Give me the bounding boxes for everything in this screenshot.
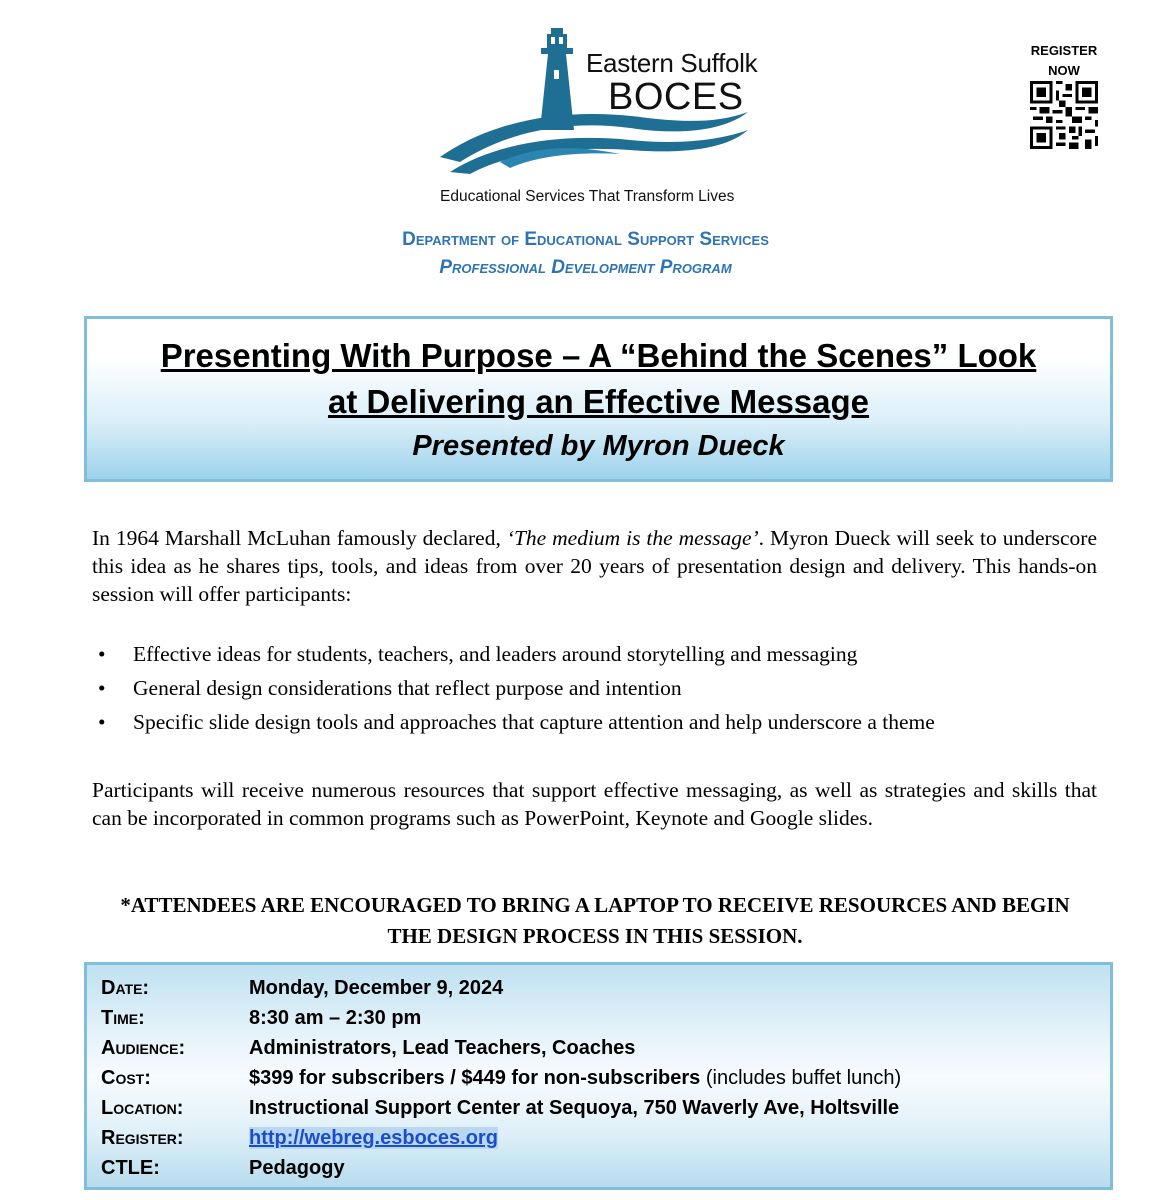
list-item: • Effective ideas for students, teachers, and leaders around storytelling and messaging: [96, 640, 1136, 674]
event-details-box: [84, 962, 1113, 1190]
list-item: • General design considerations that reflect purpose and intention: [96, 674, 1136, 708]
notice-line1: *ATTENDEES ARE ENCOURAGED TO BRING A LAPTOP TO RECEIVE RESOURCES AND BEGIN: [120, 893, 1070, 917]
boces-logo: [430, 22, 760, 212]
program-heading: Professional Development Program: [439, 257, 732, 278]
intro-paragraph: [92, 524, 1097, 608]
date-value: Monday, December 9, 2024: [249, 977, 504, 999]
presenter-line: Presented by Myron Dueck: [412, 430, 785, 462]
cost-note: (includes buffet lunch): [700, 1067, 902, 1089]
register-label-line2: NOW: [1048, 63, 1080, 78]
cost-label: Cost:: [101, 1067, 151, 1089]
audience-value: Administrators, Lead Teachers, Coaches: [249, 1037, 636, 1059]
time-label: Time:: [101, 1007, 145, 1029]
intro-text-start: In 1964 Marshall McLuhan famously declared,: [92, 526, 507, 550]
logo-org-name-line2: BOCES: [608, 76, 744, 118]
register-label-line1: REGISTER: [1030, 43, 1098, 58]
event-title-line2: at Delivering an Effective Message: [327, 383, 870, 420]
register-label: Register:: [101, 1127, 184, 1149]
register-link[interactable]: http://webreg.esboces.org: [249, 1127, 498, 1149]
register-now-label: [1020, 41, 1108, 81]
ctle-label: CTLE:: [101, 1157, 160, 1179]
department-heading: Department of Educational Support Services: [402, 229, 769, 250]
closing-paragraph: Participants will receive numerous resources that support effective messaging, as well as strategies and skills that can be incorporated in common programs such as PowerPoint, Keynote and Google slides.: [92, 778, 1097, 830]
benefits-list: [96, 640, 1136, 742]
event-title-box: [84, 316, 1113, 482]
qr-code-icon[interactable]: [1030, 81, 1098, 149]
list-item: • Specific slide design tools and approaches that capture attention and help underscore a theme: [96, 708, 1136, 742]
cost-value: [249, 1067, 901, 1090]
location-value: Instructional Support Center at Sequoya, 750 Waverly Ave, Holtsville: [249, 1097, 900, 1119]
time-value: 8:30 am – 2:30 pm: [249, 1007, 422, 1029]
cost-amount: $399 for subscribers / $449 for non-subscribers: [249, 1067, 701, 1089]
ctle-value: Pedagogy: [249, 1157, 345, 1179]
intro-text-end: . Myron Dueck will seek to underscore this idea as he shares tips, tools, and ideas from over 20 years of presentation design and delivery. This hands-on session will offer participants:: [92, 526, 1098, 606]
register-value: [249, 1127, 498, 1150]
laptop-notice: [88, 890, 1102, 952]
location-label: Location:: [101, 1097, 184, 1119]
date-label: Date:: [101, 977, 150, 999]
audience-label: Audience:: [101, 1037, 186, 1059]
notice-line2: THE DESIGN PROCESS IN THIS SESSION.: [387, 924, 803, 948]
logo-tagline: Educational Services That Transform Lives: [440, 188, 735, 205]
mcluhan-quote: ‘The medium is the message’: [506, 526, 759, 550]
event-title-line1: Presenting With Purpose – A “Behind the Scenes” Look: [160, 337, 1037, 374]
logo-org-name-line1: Eastern Suffolk: [586, 48, 758, 78]
